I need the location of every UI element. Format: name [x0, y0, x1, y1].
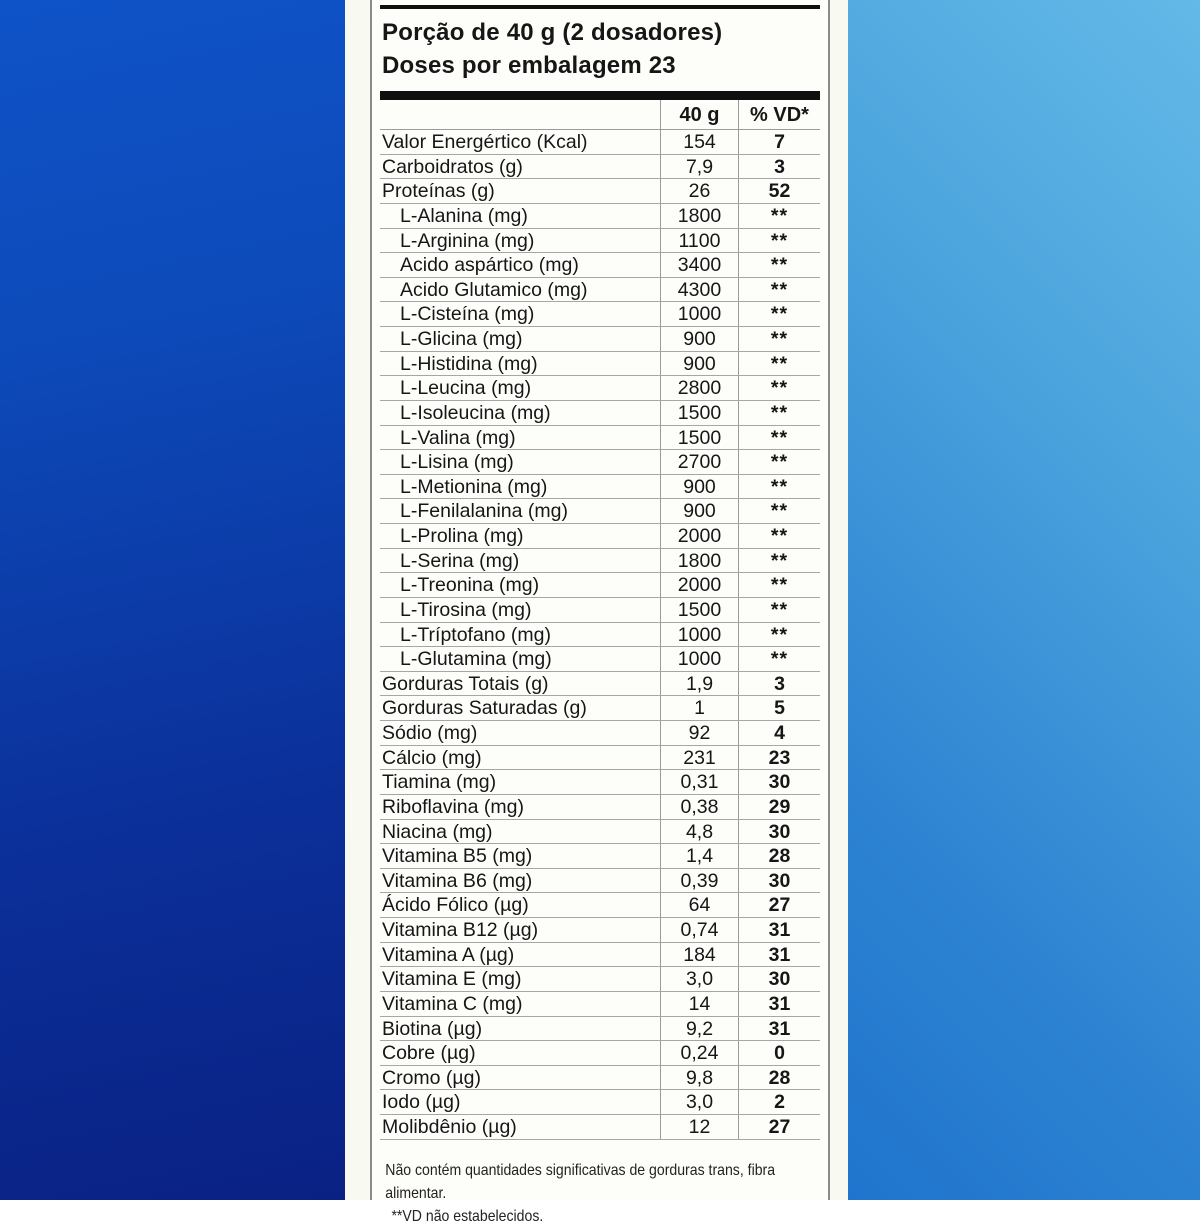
- nutrient-daily-value: **: [738, 327, 820, 351]
- nutrient-name: L-Glutamina (mg): [400, 648, 552, 671]
- nutrient-quantity: 3,0: [660, 1090, 738, 1114]
- nutrient-quantity: 64: [660, 893, 738, 917]
- nutrient-quantity: 1500: [660, 598, 738, 622]
- nutrient-name: Cálcio (mg): [382, 746, 482, 769]
- background-right-gradient: [848, 0, 1200, 1200]
- nutrient-quantity: 1,9: [660, 672, 738, 696]
- table-row: [380, 918, 820, 943]
- nutrient-daily-value: 4: [738, 721, 820, 745]
- table-row: [380, 253, 820, 278]
- table-row: [380, 1066, 820, 1091]
- nutrient-daily-value: 2: [738, 1090, 820, 1114]
- nutrient-daily-value: **: [738, 253, 820, 277]
- table-row: [380, 820, 820, 845]
- nutrient-name: Cobre (µg): [382, 1042, 476, 1065]
- column-header-row: [380, 100, 820, 130]
- table-row: [380, 204, 820, 229]
- nutrient-name: Sódio (mg): [382, 722, 478, 744]
- nutrient-name: L-Alanina (mg): [400, 204, 528, 227]
- header-divider-bar: [380, 91, 820, 100]
- nutrient-name: L-Isoleucina (mg): [400, 401, 551, 424]
- table-row: [380, 524, 820, 549]
- nutrient-daily-value: 0: [738, 1041, 820, 1065]
- nutrient-quantity: 1800: [660, 549, 738, 573]
- nutrient-quantity: 92: [660, 721, 738, 745]
- table-row: [380, 499, 820, 524]
- table-row: [380, 130, 820, 155]
- nutrition-label-panel: [345, 0, 848, 1225]
- footnote-line1: Não contém quantidades significativas de gorduras trans, fibra alimentar.: [385, 1161, 776, 1202]
- table-row: [380, 844, 820, 869]
- nutrient-daily-value: 23: [738, 746, 820, 770]
- nutrient-daily-value: 30: [738, 967, 820, 991]
- nutrient-name: Ácido Fólico (µg): [382, 894, 529, 917]
- nutrient-name: L-Prolina (mg): [400, 525, 524, 547]
- nutrient-daily-value: **: [738, 401, 820, 425]
- label-inner: [380, 5, 820, 1228]
- nutrient-quantity: 1800: [660, 204, 738, 228]
- nutrient-name: Vitamina B5 (mg): [382, 845, 533, 868]
- nutrient-quantity: 900: [660, 499, 738, 523]
- nutrient-quantity: 26: [660, 179, 738, 203]
- table-row: [380, 1115, 820, 1140]
- nutrient-quantity: 0,39: [660, 869, 738, 893]
- column-header-quantity: 40 g: [660, 100, 738, 129]
- nutrient-name: Proteínas (g): [382, 180, 495, 203]
- nutrient-name: Vitamina E (mg): [382, 968, 522, 991]
- nutrient-daily-value: 3: [738, 672, 820, 696]
- table-row: [380, 179, 820, 204]
- nutrient-daily-value: 52: [738, 179, 820, 203]
- table-row: [380, 992, 820, 1017]
- table-row: [380, 278, 820, 303]
- table-row: [380, 1017, 820, 1042]
- nutrient-daily-value: **: [738, 549, 820, 573]
- nutrient-daily-value: **: [738, 450, 820, 474]
- nutrient-quantity: 900: [660, 327, 738, 351]
- nutrient-name: Valor Energértico (Kcal): [382, 131, 588, 153]
- nutrient-quantity: 14: [660, 992, 738, 1016]
- nutrient-quantity: 0,31: [660, 770, 738, 794]
- nutrient-name: Tiamina (mg): [382, 771, 497, 794]
- nutrient-quantity: 0,38: [660, 795, 738, 819]
- nutrient-quantity: 3,0: [660, 967, 738, 991]
- nutrient-quantity: 2700: [660, 450, 738, 474]
- nutrient-quantity: 1000: [660, 302, 738, 326]
- table-row: [380, 746, 820, 771]
- nutrient-quantity: 1,4: [660, 844, 738, 868]
- nutrient-name: Niacina (mg): [382, 820, 493, 843]
- nutrient-daily-value: 31: [738, 1017, 820, 1041]
- nutrient-quantity: 1500: [660, 401, 738, 425]
- table-row: [380, 943, 820, 968]
- nutrient-quantity: 7,9: [660, 155, 738, 179]
- nutrient-name: Molibdênio (µg): [382, 1116, 517, 1138]
- nutrient-daily-value: 28: [738, 844, 820, 868]
- nutrient-name: L-Valina (mg): [400, 426, 516, 449]
- nutrient-name: Acido Glutamico (mg): [400, 278, 588, 301]
- nutrient-quantity: 12: [660, 1115, 738, 1139]
- nutrient-daily-value: **: [738, 229, 820, 253]
- column-header-nutrient: [380, 100, 660, 129]
- nutrient-quantity: 231: [660, 746, 738, 770]
- nutrient-quantity: 154: [660, 130, 738, 154]
- nutrient-daily-value: **: [738, 376, 820, 400]
- nutrient-name: Biotina (µg): [382, 1017, 483, 1040]
- nutrient-daily-value: **: [738, 204, 820, 228]
- nutrient-name: Vitamina B6 (mg): [382, 869, 533, 892]
- nutrient-daily-value: **: [738, 598, 820, 622]
- nutrient-daily-value: 31: [738, 992, 820, 1016]
- nutrient-daily-value: **: [738, 573, 820, 597]
- nutrient-name: L-Treonina (mg): [400, 574, 540, 597]
- nutrient-quantity: 3400: [660, 253, 738, 277]
- nutrient-name: L-Leucina (mg): [400, 377, 532, 400]
- table-row: [380, 426, 820, 451]
- nutrient-name: L-Arginina (mg): [400, 229, 535, 252]
- background-left-gradient: [0, 0, 345, 1200]
- nutrient-daily-value: **: [738, 499, 820, 523]
- nutrient-name: L-Serina (mg): [400, 549, 520, 572]
- table-row: [380, 229, 820, 254]
- nutrient-daily-value: **: [738, 475, 820, 499]
- nutrient-quantity: 900: [660, 352, 738, 376]
- footnote-line2: **VD não estabelecidos.: [391, 1207, 544, 1225]
- nutrient-daily-value: 31: [738, 943, 820, 967]
- nutrient-name: Gorduras Saturadas (g): [382, 697, 587, 720]
- nutrient-daily-value: 30: [738, 770, 820, 794]
- nutrient-name: Iodo (µg): [382, 1091, 461, 1114]
- table-row: [380, 401, 820, 426]
- table-row: [380, 1041, 820, 1066]
- nutrient-daily-value: **: [738, 352, 820, 376]
- table-body: [380, 130, 820, 1140]
- table-row: [380, 770, 820, 795]
- table-row: [380, 696, 820, 721]
- nutrient-quantity: 2800: [660, 376, 738, 400]
- nutrient-daily-value: 7: [738, 130, 820, 154]
- table-row: [380, 672, 820, 697]
- nutrient-quantity: 1000: [660, 623, 738, 647]
- nutrient-quantity: 1100: [660, 229, 738, 253]
- table-row: [380, 155, 820, 180]
- table-row: [380, 967, 820, 992]
- nutrient-quantity: 0,24: [660, 1041, 738, 1065]
- table-row: [380, 376, 820, 401]
- nutrient-quantity: 1: [660, 696, 738, 720]
- table-row: [380, 327, 820, 352]
- table-row: [380, 598, 820, 623]
- nutrient-name: L-Metionina (mg): [400, 475, 548, 498]
- nutrient-name: L-Histidina (mg): [400, 352, 538, 375]
- nutrient-daily-value: **: [738, 278, 820, 302]
- table-row: [380, 302, 820, 327]
- table-row: [380, 869, 820, 894]
- nutrient-daily-value: 27: [738, 893, 820, 917]
- table-row: [380, 721, 820, 746]
- nutrient-daily-value: **: [738, 524, 820, 548]
- nutrient-quantity: 4,8: [660, 820, 738, 844]
- nutrient-name: Vitamina A (µg): [382, 943, 515, 966]
- nutrient-quantity: 9,2: [660, 1017, 738, 1041]
- nutrient-name: L-Fenilalanina (mg): [400, 500, 568, 523]
- table-row: [380, 573, 820, 598]
- nutrient-name: Carboidratos (g): [382, 155, 523, 178]
- table-row: [380, 795, 820, 820]
- nutrient-quantity: 1500: [660, 426, 738, 450]
- nutrient-name: L-Lisina (mg): [400, 451, 514, 474]
- nutrient-name: L-Glicina (mg): [400, 328, 523, 350]
- nutrient-quantity: 4300: [660, 278, 738, 302]
- footnote: [380, 1159, 827, 1228]
- nutrient-name: L-Tríptofano (mg): [400, 623, 551, 646]
- nutrient-daily-value: **: [738, 623, 820, 647]
- nutrient-name: L-Tirosina (mg): [400, 598, 532, 621]
- nutrient-quantity: 1000: [660, 647, 738, 671]
- nutrition-facts-box: [370, 0, 830, 1225]
- nutrient-daily-value: **: [738, 302, 820, 326]
- nutrient-daily-value: **: [738, 426, 820, 450]
- table-row: [380, 623, 820, 648]
- nutrient-daily-value: 30: [738, 820, 820, 844]
- servings-per-package-title: Doses por embalagem 23: [382, 52, 676, 79]
- nutrient-quantity: 9,8: [660, 1066, 738, 1090]
- nutrient-daily-value: **: [738, 647, 820, 671]
- nutrient-quantity: 2000: [660, 573, 738, 597]
- nutrient-name: L-Cisteína (mg): [400, 303, 535, 326]
- nutrient-name: Cromo (µg): [382, 1066, 481, 1089]
- nutrient-daily-value: 29: [738, 795, 820, 819]
- table-row: [380, 1090, 820, 1115]
- nutrient-daily-value: 5: [738, 696, 820, 720]
- nutrient-daily-value: 3: [738, 155, 820, 179]
- table-row: [380, 893, 820, 918]
- nutrient-quantity: 0,74: [660, 918, 738, 942]
- nutrient-daily-value: 30: [738, 869, 820, 893]
- table-row: [380, 450, 820, 475]
- nutrient-name: Acido aspártico (mg): [400, 254, 579, 277]
- nutrient-quantity: 184: [660, 943, 738, 967]
- nutrient-daily-value: 31: [738, 918, 820, 942]
- serving-size-title: Porção de 40 g (2 dosadores): [382, 19, 723, 46]
- nutrient-name: Riboflavina (mg): [382, 795, 524, 818]
- table-row: [380, 475, 820, 500]
- nutrient-quantity: 900: [660, 475, 738, 499]
- column-header-daily-value: % VD*: [738, 100, 820, 129]
- table-row: [380, 352, 820, 377]
- nutrient-name: Vitamina C (mg): [382, 992, 523, 1015]
- table-row: [380, 647, 820, 672]
- nutrient-daily-value: 27: [738, 1115, 820, 1139]
- serving-header: [380, 9, 820, 88]
- nutrient-daily-value: 28: [738, 1066, 820, 1090]
- nutrient-name: Vitamina B12 (µg): [382, 919, 539, 941]
- nutrient-quantity: 2000: [660, 524, 738, 548]
- nutrient-name: Gorduras Totais (g): [382, 672, 549, 695]
- table-row: [380, 549, 820, 574]
